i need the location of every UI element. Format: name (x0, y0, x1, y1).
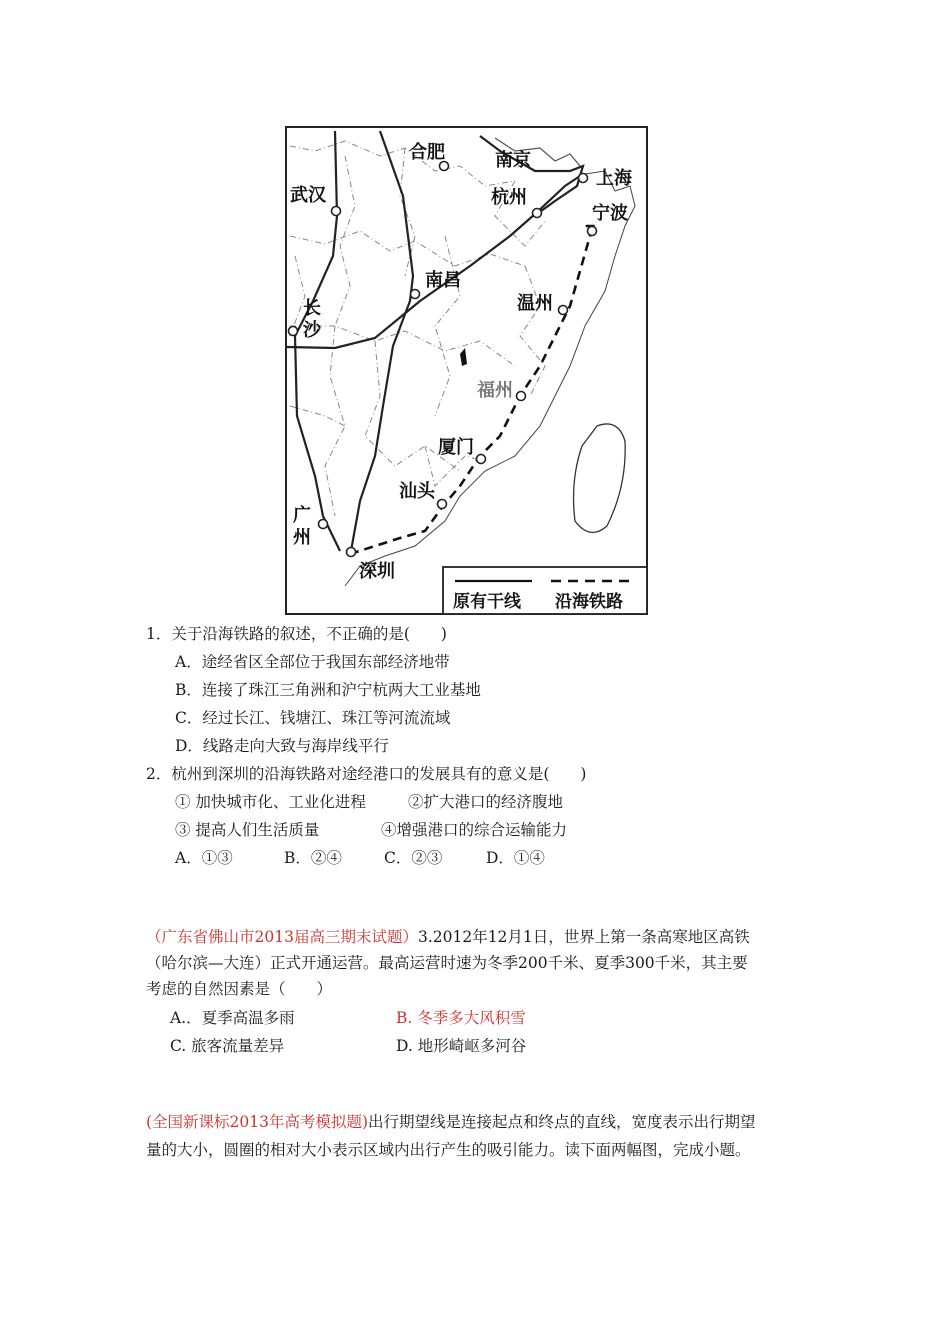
city-dot-wuhan (332, 207, 341, 216)
q4-line-2: 量的大小，圆圈的相对大小表示区域内出行产生的吸引能力。读下面两幅图，完成小题。 (146, 1141, 751, 1159)
q3-option-a[interactable]: A.．夏季高温多雨 (170, 1009, 295, 1027)
q2-option-d[interactable]: D．①④ (486, 849, 545, 867)
legend-existing: 原有干线 (453, 592, 521, 612)
q1-option-a[interactable]: A．途经省区全部位于我国东部经济地带 (175, 653, 450, 671)
q1-stem: 1．关于沿海铁路的叙述，不正确的是( ) (146, 625, 447, 643)
q3-line-1 (146, 927, 750, 947)
railway-map (285, 126, 648, 615)
label-nanchang: 南昌 (425, 270, 461, 291)
q4-source: (全国新课标2013年高考模拟题) (146, 1113, 369, 1131)
city-dot-nanchang (411, 290, 420, 299)
q2-option-c[interactable]: C．②③ (384, 849, 443, 867)
label-hefei: 合肥 (409, 142, 445, 163)
map-legend (443, 567, 647, 614)
label-guangzhou-2: 州 (293, 527, 311, 548)
q4-line1-text: 出行期望线是连接起点和终点的直线，宽度表示出行期望 (368, 1113, 756, 1131)
city-dot-fuzhou (517, 392, 526, 401)
q3-option-d[interactable]: D. 地形崎岖多河谷 (396, 1037, 527, 1055)
q1-option-b[interactable]: B．连接了珠江三角洲和沪宁杭两大工业基地 (175, 681, 481, 699)
city-dot-shantou (438, 500, 447, 509)
label-xiamen: 厦门 (438, 437, 474, 458)
q2-stem: 2．杭州到深圳的沿海铁路对途经港口的发展具有的意义是( ) (146, 765, 587, 783)
label-hangzhou: 杭州 (491, 187, 527, 208)
q3-option-b[interactable]: B. 冬季多大风积雪 (396, 1009, 526, 1027)
label-wenzhou: 温州 (517, 293, 553, 314)
q4-line-1 (146, 1112, 756, 1132)
label-shanghai: 上海 (596, 168, 632, 189)
city-dot-changsha (289, 327, 298, 336)
q3-line-3: 考虑的自然因素是（ ） (146, 980, 333, 998)
label-guangzhou-1: 广 (293, 505, 311, 526)
q2-item-3: ③ 提高人们生活质量 (175, 821, 320, 839)
q2-option-a[interactable]: A．①③ (175, 849, 233, 867)
city-dot-xiamen (477, 455, 486, 464)
city-dot-ningbo (588, 227, 597, 236)
q1-option-c[interactable]: C．经过长江、钱塘江、珠江等河流流域 (175, 709, 451, 727)
city-dot-shenzhen (347, 548, 356, 557)
label-changsha-2: 沙 (303, 320, 321, 341)
city-dot-hangzhou (533, 209, 542, 218)
label-fuzhou: 福州 (477, 380, 513, 401)
q3-source: （广东省佛山市2013届高三期末试题） (146, 928, 418, 946)
q3-line-2: （哈尔滨—大连）正式开通运营。最高运营时速为冬季200千米、夏季300千米，其主要 (146, 954, 748, 972)
label-changsha-1: 长 (303, 298, 321, 319)
q3-option-c[interactable]: C. 旅客流量差异 (170, 1037, 285, 1055)
q2-option-b[interactable]: B．②④ (284, 849, 342, 867)
q1-option-d[interactable]: D．线路走向大致与海岸线平行 (175, 737, 389, 755)
city-dot-guangzhou (319, 520, 328, 529)
label-wuhan: 武汉 (290, 185, 326, 206)
q3-line1-text: 3.2012年12月1日，世界上第一条高寒地区高铁 (417, 928, 750, 946)
label-shantou: 汕头 (399, 481, 435, 502)
city-dot-shanghai (579, 174, 588, 183)
map-frame (286, 127, 647, 614)
label-nanjing: 南京 (495, 150, 531, 171)
city-dot-wenzhou (559, 306, 568, 315)
label-ningbo: 宁波 (592, 203, 628, 224)
label-shenzhen: 深圳 (359, 561, 395, 582)
q2-item-2: ②扩大港口的经济腹地 (408, 793, 564, 811)
q2-item-1: ① 加快城市化、工业化进程 (175, 793, 366, 811)
q2-item-4: ④增强港口的综合运输能力 (381, 821, 568, 839)
legend-coastal: 沿海铁路 (555, 592, 623, 612)
